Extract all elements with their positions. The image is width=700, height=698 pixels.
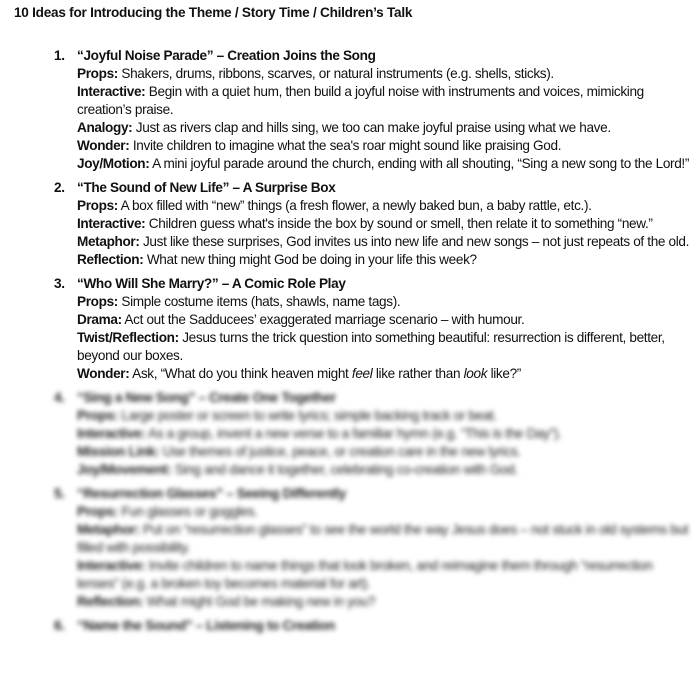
- idea-field-props: [77, 293, 690, 311]
- field-label: Props:: [77, 408, 118, 423]
- idea-field-interactive: [77, 215, 690, 233]
- idea-number: 5.: [54, 486, 65, 501]
- field-text: Just as rivers clap and hills sing, we too can make joyful praise using what we have.: [132, 120, 611, 135]
- field-label: Metaphor:: [77, 522, 140, 537]
- field-text: Large poster or screen to write lyrics; simple backing track or beat.: [117, 408, 497, 423]
- field-label: Reflection:: [77, 252, 144, 267]
- idea-field-twist-reflection: [77, 329, 690, 365]
- idea-field-wonder: [77, 137, 690, 155]
- field-label: Mission Link:: [77, 444, 160, 459]
- field-text: As a group, invent a new verse to a familiar hymn (e.g. “This is the Day”).: [145, 426, 562, 441]
- field-text: Put on “resurrection glasses” to see the world the way Jesus does – not stuck in old systems but filled with possibility.: [77, 522, 689, 555]
- idea-field-props: [77, 503, 690, 521]
- field-text: Shakers, drums, ribbons, scarves, or natural instruments (e.g. shells, sticks).: [117, 66, 554, 81]
- idea-number: 2.: [54, 180, 65, 195]
- idea-field-mission-link: [77, 443, 690, 461]
- idea-heading: “Name the Sound” – Listening to Creation: [77, 618, 335, 633]
- field-label: Analogy:: [77, 120, 133, 135]
- idea-item-6: [0, 617, 700, 635]
- field-text: A box filled with “new” things (a fresh flower, a newly baked bun, a baby rattle, etc.).: [117, 198, 592, 213]
- idea-number: 6.: [54, 618, 65, 633]
- field-text: What new thing might God be doing in your life this week?: [143, 252, 477, 267]
- field-text: Ask, “What do you think heaven might: [129, 366, 352, 381]
- field-text: Children guess what's inside the box by sound or smell, then relate it to something “new.”: [145, 216, 653, 231]
- field-text: Act out the Sadducees’ exaggerated marriage scenario – with humour.: [121, 312, 525, 327]
- field-label: Props:: [77, 294, 118, 309]
- field-label: Reflection:: [77, 594, 144, 609]
- field-label: Wonder:: [77, 366, 130, 381]
- idea-heading: “The Sound of New Life” – A Surprise Box: [77, 180, 336, 195]
- idea-number: 3.: [54, 276, 65, 291]
- idea-field-joy-movement: [77, 461, 690, 479]
- field-text: A mini joyful parade around the church, ending with all shouting, “Sing a new song to the Lord!”: [149, 156, 690, 171]
- idea-field-reflection: [77, 251, 690, 269]
- field-label: Wonder:: [77, 138, 130, 153]
- idea-field-metaphor: [77, 233, 690, 251]
- field-label: Joy/Movement:: [77, 462, 172, 477]
- document-title: 10 Ideas for Introducing the Theme / Story Time / Children’s Talk: [14, 5, 413, 20]
- field-text: Invite children to imagine what the sea's roar might sound like praising God.: [129, 138, 562, 153]
- field-label: Props:: [77, 504, 118, 519]
- field-text: Begin with a quiet hum, then build a joyful noise with instruments and voices, mimicking creation’s praise.: [77, 84, 644, 117]
- idea-field-props: [77, 407, 690, 425]
- idea-field-props: [77, 197, 690, 215]
- field-text: Just like these surprises, God invites us into new life and new songs – not just repeats of the old.: [139, 234, 690, 249]
- idea-field-analogy: [77, 119, 690, 137]
- field-label: Drama:: [77, 312, 122, 327]
- idea-field-reflection: [77, 593, 690, 611]
- idea-field-interactive: [77, 83, 690, 119]
- field-text: like rather than: [372, 366, 464, 381]
- idea-number: 4.: [54, 390, 65, 405]
- idea-field-metaphor: [77, 521, 690, 557]
- field-text-emphasis: look: [463, 366, 488, 381]
- field-label: Interactive:: [77, 426, 146, 441]
- field-text: Use themes of justice, peace, or creation care in the new lyrics.: [159, 444, 521, 459]
- field-label: Interactive:: [77, 216, 146, 231]
- idea-number: 1.: [54, 48, 65, 63]
- idea-field-joy-motion: [77, 155, 690, 173]
- field-text: What might God be making new in you?: [143, 594, 376, 609]
- idea-item-4: [0, 389, 700, 479]
- field-label: Twist/Reflection:: [77, 330, 179, 345]
- idea-item-5: [0, 485, 700, 611]
- field-label: Interactive:: [77, 84, 146, 99]
- field-text: Invite children to name things that look broken, and reimagine them through “resurrection lenses” (e.g. a broken toy becomes material for art).: [77, 558, 653, 591]
- field-label: Joy/Motion:: [77, 156, 150, 171]
- field-text-emphasis: feel: [351, 366, 373, 381]
- idea-field-interactive: [77, 425, 690, 443]
- idea-heading: “Sing a New Song” – Create One Together: [77, 390, 336, 405]
- field-text: like?”: [487, 366, 521, 381]
- idea-item-3: [0, 275, 700, 383]
- field-text: Fun glasses or goggles.: [117, 504, 258, 519]
- idea-item-2: [0, 179, 700, 269]
- idea-field-props: [77, 65, 690, 83]
- idea-field-wonder: [77, 365, 690, 383]
- field-label: Props:: [77, 198, 118, 213]
- field-text: Jesus turns the trick question into something beautiful: resurrection is different, better, beyond our boxes.: [77, 330, 665, 363]
- idea-field-drama: [77, 311, 690, 329]
- idea-item-1: [0, 47, 700, 173]
- idea-heading: “Resurrection Glasses” – Seeing Differently: [77, 486, 347, 501]
- field-text: Sing and dance it together, celebrating co-creation with God.: [171, 462, 518, 477]
- field-label: Props:: [77, 66, 118, 81]
- field-text: Simple costume items (hats, shawls, name tags).: [117, 294, 401, 309]
- field-label: Interactive:: [77, 558, 146, 573]
- idea-field-interactive: [77, 557, 690, 593]
- idea-heading: “Who Will She Marry?” – A Comic Role Play: [77, 276, 346, 291]
- field-label: Metaphor:: [77, 234, 140, 249]
- idea-heading: “Joyful Noise Parade” – Creation Joins the Song: [77, 48, 376, 63]
- ideas-list: [0, 47, 700, 641]
